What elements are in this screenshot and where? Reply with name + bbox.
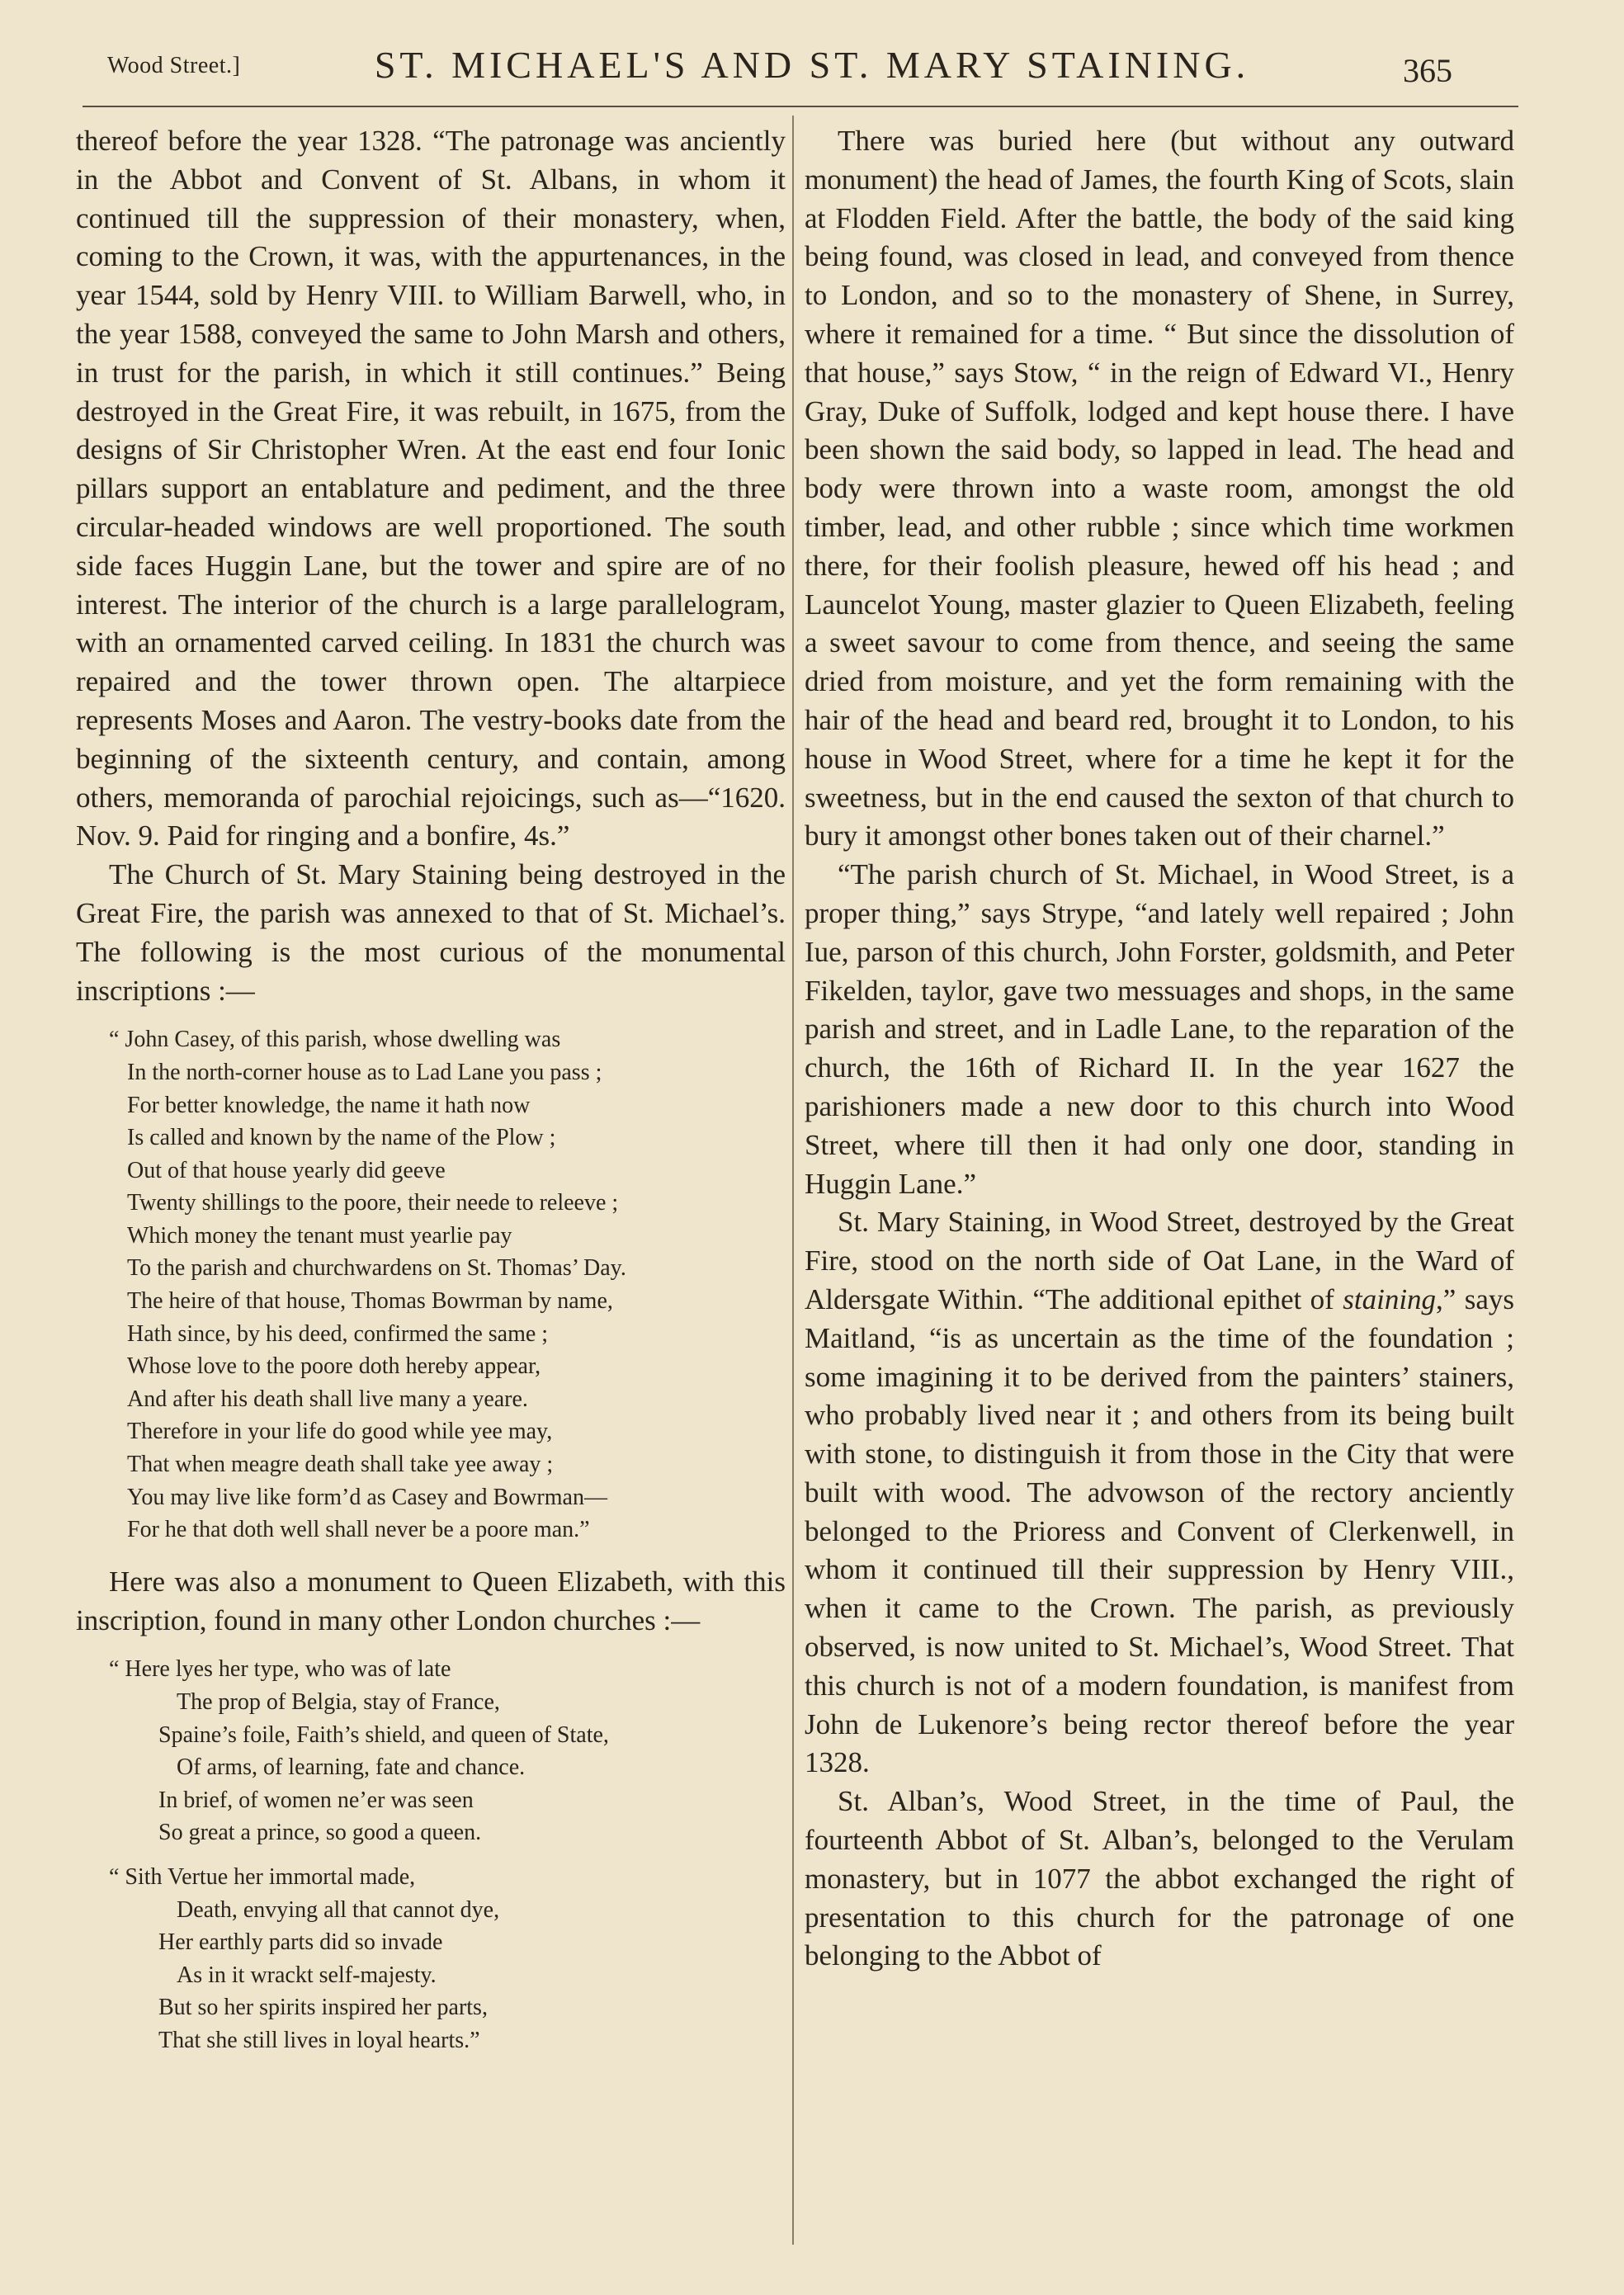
paragraph: “The parish church of St. Michael, in Wood Street, is a proper thing,” says Strype, “and lately well repaired ; John Iue, parson of this church, John Forster, goldsmith, and Peter Fikelden, taylor, gave two messuages and shops, in the same parish and street, and in Ladle Lane, to the reparation of the church, the 16th of Richard II. In the year 1627 the parishioners made a new door to this church into Wood Street, where till then it had only one door, standing in Huggin Lane.” [805, 858, 1514, 1200]
verse-line: You may live like form’d as Casey and Bowrman— [127, 1484, 607, 1510]
right-column [805, 122, 1514, 1976]
verse-line: Her earthly parts did so invade [158, 1929, 443, 1956]
verse-line: Is called and known by the name of the Plow ; [127, 1125, 556, 1151]
verse-line: “ Here lyes her type, who was of late [109, 1656, 451, 1683]
italic-word: staining [1343, 1282, 1437, 1315]
header-rule [83, 106, 1518, 107]
verse-line: Of arms, of learning, fate and chance. [177, 1754, 526, 1781]
stanza-gap [76, 1849, 786, 1861]
running-title: ST. MICHAEL'S AND ST. MARY STAINING. [374, 44, 1250, 86]
verse-line: For better knowledge, the name it hath now [127, 1092, 531, 1118]
verse-casey [76, 1023, 786, 1547]
verse-elizabeth-1 [76, 1653, 786, 2057]
verse-line: That when meagre death shall take yee away ; [127, 1452, 554, 1478]
text-run: St. Mary Staining, in Wood Street, destroyed by the Great Fire, stood on the north side of Oat Lane, in the Ward of Aldersgate Within. “The additional epithet of [805, 1206, 1514, 1315]
verse-line: Spaine’s foile, Faith’s shield, and queen of State, [158, 1721, 609, 1748]
verse-line: “ Sith Vertue her immortal made, [109, 1863, 416, 1890]
text-run: ,” says Maitland, “is as uncertain as the time of the foundation ; some imagining it to be derived from the painters’ stainers, who probably lived near it ; and others from its being built with stone, to distinguish it from those in the City that were built with wood. The advowson of the rectory anciently belonged to the Prioress and Convent of Clerkenwell, in whom it continued till their suppression by Henry VIII., when it came to the Crown. The parish, as previously observed, is now united to St. Michael’s, Wood Street. That this church is not of a modern foundation, is manifest from John de Lukenore’s being rector thereof before the year 1328. [805, 1282, 1515, 1779]
left-column [76, 122, 786, 2074]
verse-line: In brief, of women ne’er was seen [158, 1787, 474, 1813]
page-number: 365 [1403, 52, 1452, 89]
paragraph [805, 1203, 1514, 1783]
verse-line: But so her spirits inspired her parts, [158, 1995, 488, 2021]
verse-line: Which money the tenant must yearlie pay [127, 1222, 512, 1249]
paragraph: The Church of St. Mary Staining being destroyed in the Great Fire, the parish was annexed to that of St. Michael’s. The following is the most curious of the monumental inscriptions :— [76, 858, 786, 1007]
running-head-left: Wood Street.] [107, 53, 241, 78]
verse-line: Twenty shillings to the poore, their neede to releeve ; [127, 1190, 619, 1216]
verse-line: That she still lives in loyal hearts.” [158, 2027, 480, 2053]
column-divider [792, 116, 794, 2245]
verse-line: Out of that house yearly did geeve [127, 1157, 446, 1183]
verse-line: In the north-corner house as to Lad Lane you pass ; [127, 1059, 602, 1085]
verse-line: Therefore in your life do good while yee may, [127, 1419, 553, 1445]
paragraph: There was buried here (but without any outward monument) the head of James, the fourth King of Scots, slain at Flodden Field. After the battle, the body of the said king being found, was closed in lead, and conveyed from thence to London, and so to the monastery of Shene, in Surrey, where it remained for a time. “ But since the dissolution of that house,” says Stow, “ in the reign of Edward VI., Henry Gray, Duke of Suffolk, lodged and kept house there. I have been shown the said body, so lapped in lead. The head and body were thrown into a waste room, amongst the old timber, lead, and other rubble ; since which time workmen there, for their foolish pleasure, hewed off his head ; and Launcelot Young, master glazier to Queen Elizabeth, feeling a sweet savour to come from thence, and seeing the same dried from moisture, and yet the form remaining with the hair of the head and beard red, brought it to London, to his house in Wood Street, where for a time he kept it for the sweetness, but in the end caused the sexton of that church to bury it amongst other bones taken out of their charnel.” [805, 125, 1514, 852]
paragraph: thereof before the year 1328. “The patronage was anciently in the Abbot and Convent of St. Albans, in whom it continued till the suppression of their monastery, when, coming to the Crown, it was, with the appurtenances, in the year 1544, sold by Henry VIII. to William Barwell, who, in the year 1588, conveyed the same to John Marsh and others, in trust for the parish, in which it still continues.” Being destroyed in the Great Fire, it was rebuilt, in 1675, from the designs of Sir Christopher Wren. At the east end four Ionic pillars support an entablature and pediment, and the three circular-headed windows are well proportioned. The south side faces Huggin Lane, but the tower and spire are of no interest. The interior of the church is a large parallelogram, with an ornamented carved ceiling. In 1831 the church was repaired and the tower thrown open. The altarpiece represents Moses and Aaron. The vestry-books date from the beginning of the sixteenth century, and contain, among others, memoranda of parochial rejoicings, such as—“1620. Nov. 9. Paid for ringing and a bonfire, 4s.” [76, 125, 786, 852]
verse-line: So great a prince, so good a queen. [158, 1820, 482, 1846]
verse-line: For he that doth well shall never be a poore man.” [127, 1517, 590, 1543]
running-header [0, 0, 1624, 109]
verse-line: As in it wrackt self-majesty. [177, 1962, 437, 1988]
verse-line: “ John Casey, of this parish, whose dwelling was [109, 1027, 561, 1053]
verse-line: Hath since, by his deed, confirmed the same ; [127, 1320, 549, 1347]
paragraph: Here was also a monument to Queen Elizabeth, with this inscription, found in many other London churches :— [76, 1565, 786, 1636]
verse-line: And after his death shall live many a yeare. [127, 1386, 528, 1412]
verse-line: Death, envying all that cannot dye, [177, 1896, 500, 1923]
verse-line: To the parish and churchwardens on St. Thomas’ Day. [127, 1255, 626, 1282]
paragraph: St. Alban’s, Wood Street, in the time of Paul, the fourteenth Abbot of St. Alban’s, belonged to the Verulam monastery, but in 1077 the abbot exchanged the right of presentation to this church for the patronage of one belonging to the Abbot of [805, 1785, 1514, 1972]
verse-line: The prop of Belgia, stay of France, [177, 1689, 500, 1716]
verse-line: The heire of that house, Thomas Bowrman by name, [127, 1288, 613, 1315]
verse-line: Whose love to the poore doth hereby appear, [127, 1353, 541, 1380]
